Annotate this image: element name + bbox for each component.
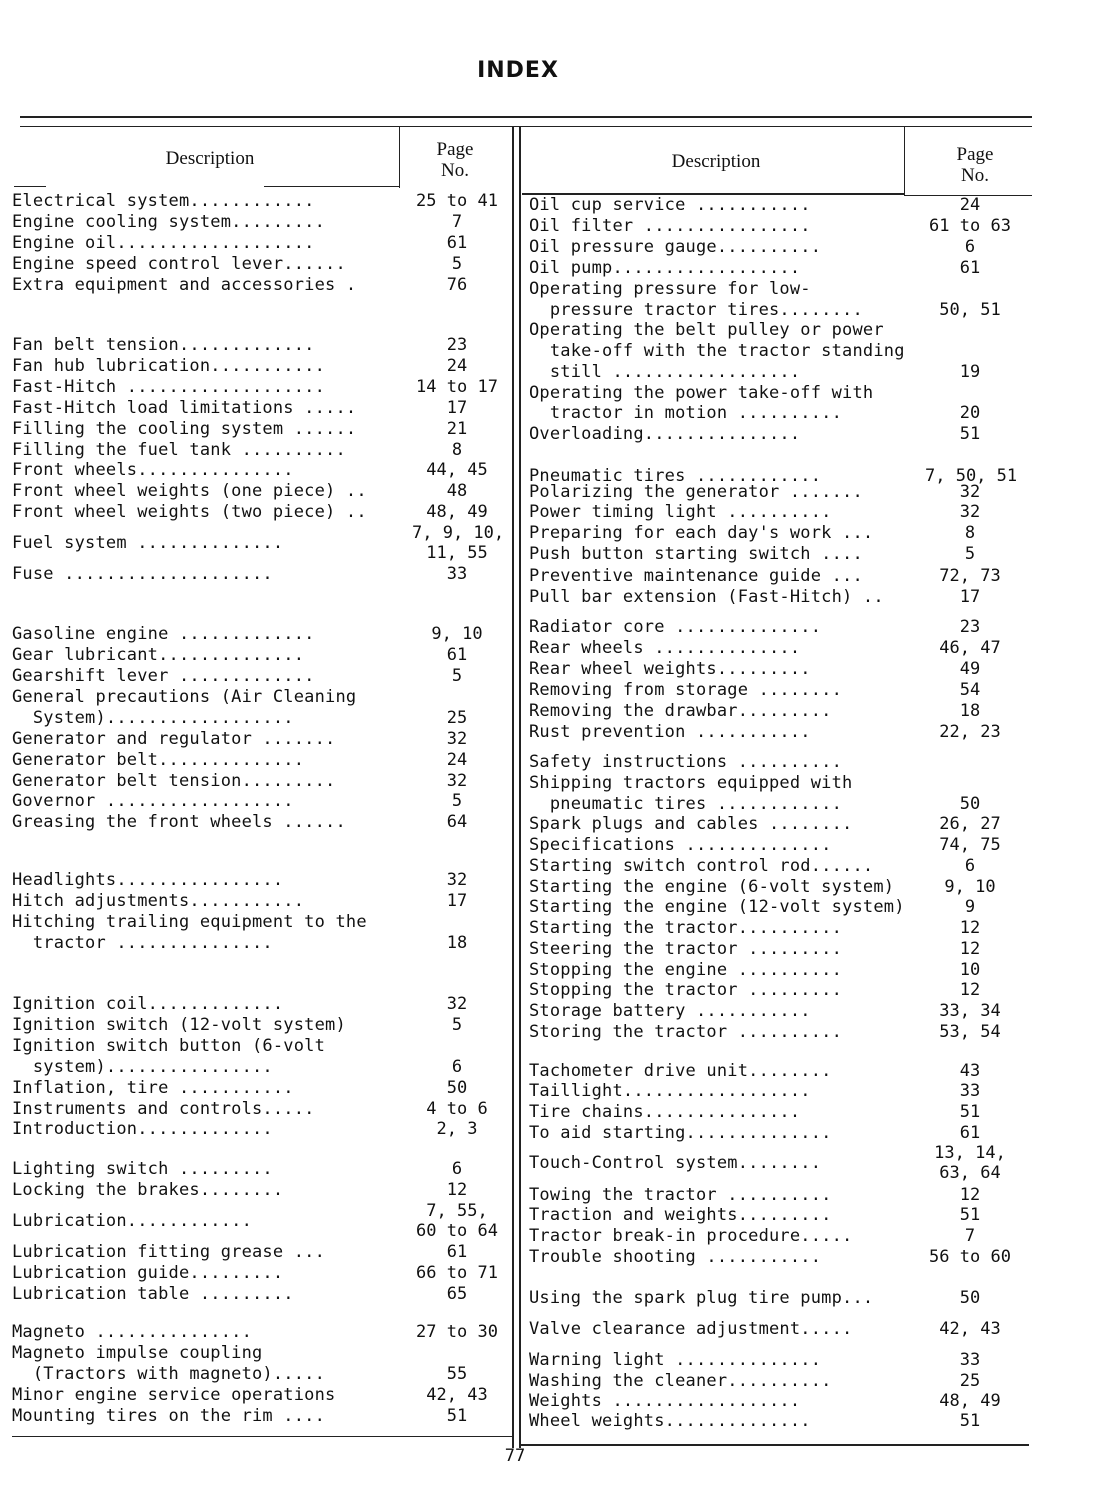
index-page-number: 17	[446, 891, 468, 911]
index-entry: Warning light ..............	[529, 1350, 822, 1370]
index-page-number: 50	[446, 1078, 468, 1098]
index-entry: Fan belt tension.............	[12, 335, 315, 355]
index-entry: Fuse ....................	[12, 564, 273, 584]
index-page-number: 61	[959, 258, 981, 278]
index-page-number: 6	[964, 856, 976, 876]
index-page-number: 13, 14,	[934, 1143, 1006, 1163]
index-entry: Removing from storage ........	[529, 680, 843, 700]
index-page-number: 61 to 63	[929, 216, 1011, 236]
index-page-number: 56 to 60	[929, 1247, 1011, 1267]
index-page-number: 23	[446, 335, 468, 355]
index-entry: Pneumatic tires ............	[529, 466, 822, 486]
index-entry: System)..................	[12, 708, 294, 728]
index-page-number: 55	[446, 1364, 468, 1384]
top-rule	[20, 116, 1032, 118]
index-entry: (Tractors with magneto).....	[12, 1364, 326, 1384]
right-description-header: Description	[671, 151, 761, 172]
column-divider-right	[904, 126, 905, 196]
index-entry: Operating the belt pulley or power	[529, 320, 884, 340]
column-divider-center-1	[512, 126, 514, 1448]
index-entry: Governor ..................	[12, 791, 294, 811]
index-page-number: 11, 55	[426, 543, 488, 563]
index-entry: Touch-Control system........	[529, 1153, 822, 1173]
index-entry: Preparing for each day's work ...	[529, 523, 874, 543]
index-entry: Storage battery ...........	[529, 1001, 811, 1021]
index-page-number: 54	[959, 680, 981, 700]
index-page-number: 50, 51	[939, 300, 1001, 320]
index-page-number: 5	[451, 791, 463, 811]
page-header-line2: No.	[441, 160, 469, 181]
page-title: INDEX	[477, 58, 559, 83]
index-entry: Oil cup service ...........	[529, 195, 811, 215]
index-page-number: 12	[959, 980, 981, 1000]
index-page-number: 24	[446, 356, 468, 376]
index-entry: Overloading...............	[529, 424, 801, 444]
index-entry: Electrical system............	[12, 191, 315, 211]
index-page-number: 7, 50, 51	[925, 466, 1018, 486]
index-entry: Ignition switch (12-volt system)	[12, 1015, 346, 1035]
index-page-number: 20	[959, 403, 981, 423]
index-page-number: 12	[959, 1185, 981, 1205]
index-page-number: 32	[446, 729, 468, 749]
index-page-number: 50	[959, 1288, 981, 1308]
index-page-number: 8	[451, 440, 463, 460]
index-page-number: 51	[959, 424, 981, 444]
index-page-number: 46, 47	[939, 638, 1001, 658]
index-page-number: 5	[451, 1015, 463, 1035]
index-entry: Engine cooling system.........	[12, 212, 326, 232]
index-page-number: 33	[959, 1350, 981, 1370]
index-entry: Mounting tires on the rim ....	[12, 1406, 326, 1426]
index-entry: Front wheels...............	[12, 460, 294, 480]
right-page-header	[930, 144, 1020, 186]
index-entry: Gearshift lever .............	[12, 666, 315, 686]
index-entry: tractor in motion ..........	[529, 403, 843, 423]
index-entry: Fan hub lubrication...........	[12, 356, 326, 376]
index-entry: Magneto impulse coupling	[12, 1343, 263, 1363]
index-entry: still ..................	[529, 362, 801, 382]
index-page-number: 64	[446, 812, 468, 832]
index-entry: Generator belt tension.........	[12, 771, 336, 791]
index-page-number: 44, 45	[426, 460, 488, 480]
index-page-number: 18	[959, 701, 981, 721]
index-entry: Valve clearance adjustment.....	[529, 1319, 853, 1339]
index-entry: Pull bar extension (Fast-Hitch) ..	[529, 587, 884, 607]
index-page-number: 33	[446, 564, 468, 584]
index-entry: Fuel system ..............	[12, 533, 284, 553]
index-page-number: 61	[959, 1123, 981, 1143]
index-page-number: 12	[446, 1180, 468, 1200]
left-description-header: Description	[165, 148, 255, 169]
index-entry: Hitch adjustments...........	[12, 891, 305, 911]
index-page-number: 6	[451, 1159, 463, 1179]
index-entry: Gear lubricant..............	[12, 645, 305, 665]
header-bottom-rule-left2	[264, 186, 400, 187]
index-entry: Fast-Hitch load limitations .....	[12, 398, 357, 418]
index-page-number: 7	[451, 212, 463, 232]
index-entry: Washing the cleaner..........	[529, 1371, 832, 1391]
index-entry: Inflation, tire ...........	[12, 1078, 294, 1098]
index-entry: Magneto ...............	[12, 1322, 253, 1342]
index-entry: Starting switch control rod......	[529, 856, 874, 876]
index-page-number: 63, 64	[939, 1163, 1001, 1183]
index-entry: Hitching trailing equipment to the	[12, 912, 367, 932]
index-page-number: 12	[959, 918, 981, 938]
index-page-number: 33, 34	[939, 1001, 1001, 1021]
index-entry: Rust prevention ...........	[529, 722, 811, 742]
index-page-number: 51	[446, 1406, 468, 1426]
bottom-rule-right	[521, 1444, 1029, 1446]
index-entry: General precautions (Air Cleaning	[12, 687, 357, 707]
index-page-number: 5	[451, 666, 463, 686]
index-page-number: 17	[959, 587, 981, 607]
index-page-number: 17	[446, 398, 468, 418]
index-page-number: 18	[446, 933, 468, 953]
index-page-number: 12	[959, 939, 981, 959]
index-page-number: 4 to 6	[426, 1099, 488, 1119]
index-entry: Using the spark plug tire pump...	[529, 1288, 874, 1308]
index-page-number: 5	[451, 254, 463, 274]
index-entry: Minor engine service operations	[12, 1385, 336, 1405]
page-header-line1: Page	[956, 144, 994, 165]
index-page-number: 19	[959, 362, 981, 382]
index-entry: Traction and weights.........	[529, 1205, 832, 1225]
page-header-line1: Page	[436, 139, 474, 160]
index-page-number: 7, 55,	[426, 1201, 488, 1221]
index-entry: Instruments and controls.....	[12, 1099, 315, 1119]
index-page-number: 32	[446, 771, 468, 791]
index-page-number: 51	[959, 1411, 981, 1431]
index-page-number: 9, 10	[944, 877, 996, 897]
index-entry: Generator and regulator .......	[12, 729, 336, 749]
index-page-number: 25 to 41	[416, 191, 498, 211]
index-page-number: 5	[964, 544, 976, 564]
index-page-number: 61	[446, 233, 468, 253]
index-entry: Rear wheels ..............	[529, 638, 801, 658]
index-entry: Filling the cooling system ......	[12, 419, 357, 439]
index-page-number: 48, 49	[426, 502, 488, 522]
index-entry: Introduction.............	[12, 1119, 273, 1139]
index-page-number: 27 to 30	[416, 1322, 498, 1342]
index-entry: Towing the tractor ..........	[529, 1185, 832, 1205]
index-entry: Operating pressure for low-	[529, 279, 811, 299]
index-entry: Tractor break-in procedure.....	[529, 1226, 853, 1246]
top-rule-thin	[20, 126, 1032, 127]
index-entry: Starting the engine (12-volt system)	[529, 897, 905, 917]
index-entry: Stopping the engine ..........	[529, 960, 843, 980]
index-entry: Fast-Hitch ...................	[12, 377, 326, 397]
index-entry: Rear wheel weights.........	[529, 659, 811, 679]
index-page-number: 6	[964, 237, 976, 257]
index-entry: Storing the tractor ..........	[529, 1022, 843, 1042]
index-page-number: 49	[959, 659, 981, 679]
index-entry: Lubrication table .........	[12, 1284, 294, 1304]
index-page-number: 48, 49	[939, 1391, 1001, 1411]
index-entry: Power timing light ..........	[529, 502, 832, 522]
index-page-number: 76	[446, 275, 468, 295]
index-entry: Operating the power take-off with	[529, 383, 874, 403]
index-entry: Radiator core ..............	[529, 617, 822, 637]
column-divider-left	[399, 126, 400, 188]
index-page-number: 50	[959, 794, 981, 814]
index-entry: system)................	[12, 1057, 273, 1077]
index-page-number: 42, 43	[939, 1319, 1001, 1339]
index-entry: Front wheel weights (two piece) ..	[12, 502, 367, 522]
index-entry: pressure tractor tires........	[529, 300, 863, 320]
left-page-header	[410, 139, 500, 181]
index-entry: Taillight..................	[529, 1081, 811, 1101]
index-entry: tractor ...............	[12, 933, 273, 953]
index-page-number: 25	[446, 708, 468, 728]
index-entry: Shipping tractors equipped with	[529, 773, 853, 793]
index-entry: Preventive maintenance guide ...	[529, 566, 863, 586]
index-page-number: 22, 23	[939, 722, 1001, 742]
index-entry: Trouble shooting ...........	[529, 1247, 822, 1267]
index-entry: Lighting switch .........	[12, 1159, 273, 1179]
index-entry: Starting the tractor..........	[529, 918, 843, 938]
index-entry: Tachometer drive unit........	[529, 1061, 832, 1081]
index-entry: Weights ..................	[529, 1391, 801, 1411]
index-page-number: 25	[959, 1371, 981, 1391]
index-page-number: 32	[446, 994, 468, 1014]
index-entry: Front wheel weights (one piece) ..	[12, 481, 367, 501]
index-page-number: 72, 73	[939, 566, 1001, 586]
index-page-number: 26, 27	[939, 814, 1001, 834]
index-page-number: 24	[446, 750, 468, 770]
index-page-number: 51	[959, 1205, 981, 1225]
index-page-number: 9, 10	[431, 624, 483, 644]
index-entry: Removing the drawbar.........	[529, 701, 832, 721]
index-page-number: 8	[964, 523, 976, 543]
index-entry: Specifications ..............	[529, 835, 832, 855]
index-page-number: 43	[959, 1061, 981, 1081]
index-page-number: 21	[446, 419, 468, 439]
index-page-number: 74, 75	[939, 835, 1001, 855]
index-page-number: 24	[959, 195, 981, 215]
index-page-number: 42, 43	[426, 1385, 488, 1405]
index-entry: Oil pressure gauge..........	[529, 237, 822, 257]
index-entry: Extra equipment and accessories .	[12, 275, 357, 295]
index-page-number: 66 to 71	[416, 1263, 498, 1283]
index-page-number: 32	[959, 482, 981, 502]
page-header-line2: No.	[961, 165, 989, 186]
index-entry: Greasing the front wheels ......	[12, 812, 346, 832]
index-page-number: 9	[964, 897, 976, 917]
index-entry: Oil pump..................	[529, 258, 801, 278]
index-entry: Wheel weights..............	[529, 1411, 811, 1431]
index-page-number: 7, 9, 10,	[412, 523, 505, 543]
index-entry: Ignition coil.............	[12, 994, 284, 1014]
index-entry: To aid starting..............	[529, 1123, 832, 1143]
index-page-number: 60 to 64	[416, 1221, 498, 1241]
index-page-number: 51	[959, 1102, 981, 1122]
index-entry: Filling the fuel tank ..........	[12, 440, 346, 460]
index-entry: take-off with the tractor standing	[529, 341, 905, 361]
column-divider-center-2	[519, 126, 521, 1448]
index-page-number: 14 to 17	[416, 377, 498, 397]
index-page-number: 2, 3	[436, 1119, 478, 1139]
index-page-number: 33	[959, 1081, 981, 1101]
index-entry: Spark plugs and cables ........	[529, 814, 853, 834]
index-entry: pneumatic tires ............	[529, 794, 843, 814]
index-page-number: 53, 54	[939, 1022, 1001, 1042]
index-page-number: 23	[959, 617, 981, 637]
index-entry: Locking the brakes........	[12, 1180, 284, 1200]
index-page-number: 65	[446, 1284, 468, 1304]
index-page-number: 61	[446, 1242, 468, 1262]
index-entry: Polarizing the generator .......	[529, 482, 863, 502]
index-page-number: 48	[446, 481, 468, 501]
index-page-number: 32	[959, 502, 981, 522]
index-entry: Headlights................	[12, 870, 284, 890]
index-page-number: 32	[446, 870, 468, 890]
index-entry: Engine speed control lever......	[12, 254, 346, 274]
page-number: 77	[504, 1446, 526, 1466]
index-page-number: 7	[964, 1226, 976, 1246]
index-entry: Safety instructions ..........	[529, 752, 843, 772]
bottom-rule	[12, 1436, 512, 1437]
header-bottom-rule-left	[14, 186, 46, 187]
index-page-number: 61	[446, 645, 468, 665]
index-entry: Gasoline engine .............	[12, 624, 315, 644]
index-entry: Stopping the tractor .........	[529, 980, 843, 1000]
index-entry: Tire chains...............	[529, 1102, 801, 1122]
index-entry: Steering the tractor .........	[529, 939, 843, 959]
index-entry: Lubrication guide.........	[12, 1263, 284, 1283]
index-entry: Oil filter ................	[529, 216, 811, 236]
index-entry: Lubrication fitting grease ...	[12, 1242, 326, 1262]
index-entry: Lubrication............	[12, 1211, 253, 1231]
index-entry: Push button starting switch ....	[529, 544, 863, 564]
index-page-number: 6	[451, 1057, 463, 1077]
index-entry: Engine oil...................	[12, 233, 315, 253]
index-entry: Ignition switch button (6-volt	[12, 1036, 326, 1056]
index-entry: Starting the engine (6-volt system)	[529, 877, 895, 897]
index-page-number: 10	[959, 960, 981, 980]
index-entry: Generator belt..............	[12, 750, 305, 770]
